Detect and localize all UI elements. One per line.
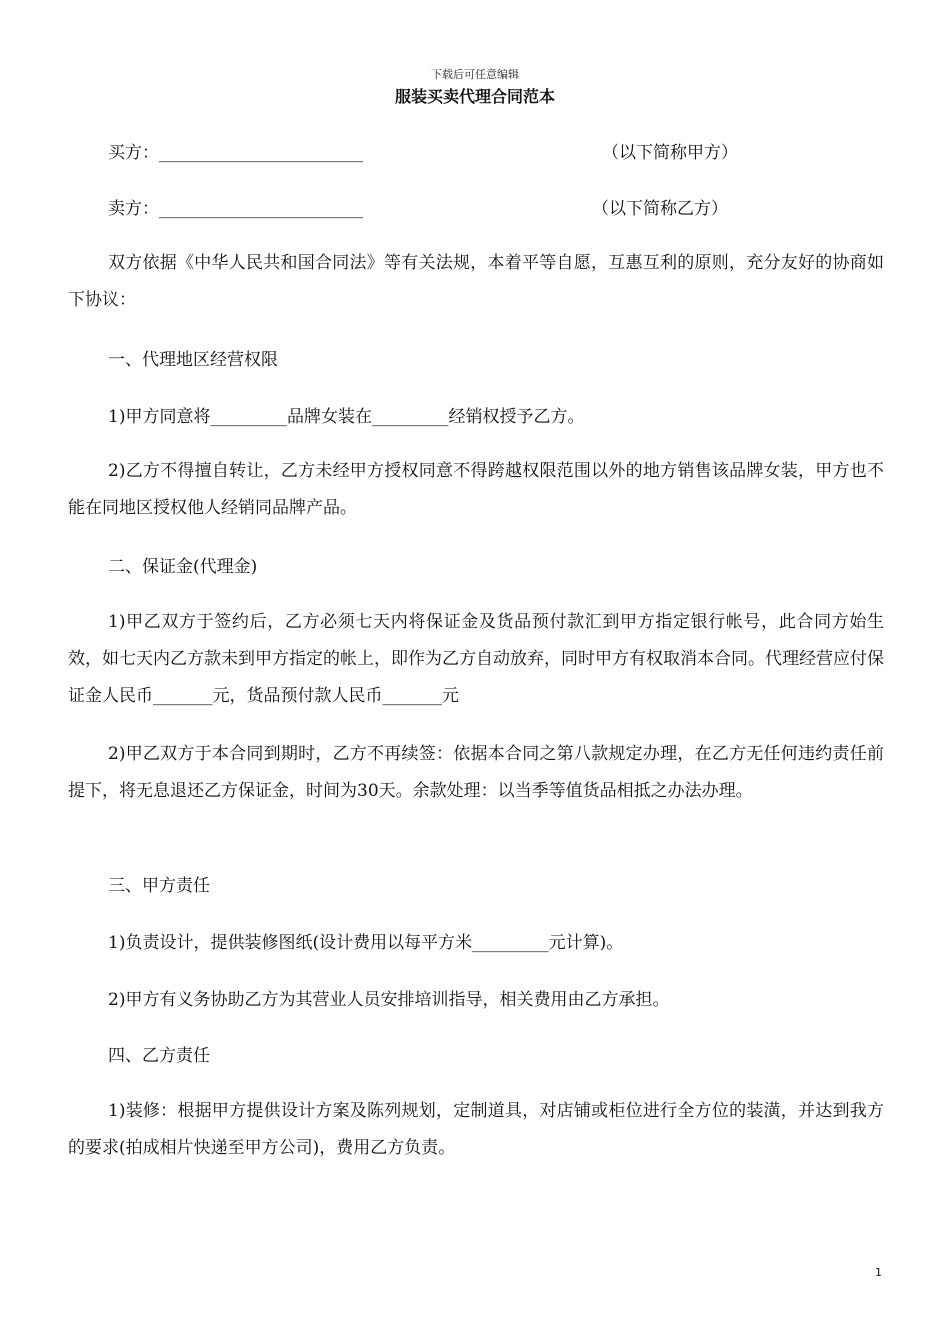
buyer-label: 买方：	[108, 143, 159, 163]
section-1-heading: 一、代理地区经营权限	[108, 350, 278, 370]
section-2-item-2: 2)甲乙双方于本合同到期时，乙方不再续签：依据本合同之第八款规定办理，在乙方无任何违约责任前提下，将无息退还乙方保证金，时间为30天。余款处理：以当季等值货品相抵之办法办理。	[68, 744, 884, 801]
document-title: 服装买卖代理合同范本	[394, 87, 555, 106]
buyer-line	[108, 143, 363, 163]
section-3-item-2: 2)甲方有义务协助乙方为其营业人员安排培训指导，相关费用由乙方承担。	[108, 990, 670, 1010]
section-3-item-1: 1)负责设计，提供装修图纸(设计费用以每平方米_________元计算)。	[108, 933, 624, 953]
section-2-heading: 二、保证金(代理金)	[108, 557, 258, 577]
section-3-heading: 三、甲方责任	[108, 876, 210, 896]
section-4-item-1: 1)装修：根据甲方提供设计方案及陈列规划，定制道具，对店铺或柜位进行全方位的装潢，并达到我方的要求(拍成相片快递至甲方公司)，费用乙方负责。	[68, 1101, 884, 1158]
seller-blank: ________________________	[159, 199, 363, 219]
section-2-item-1: 1)甲乙双方于签约后，乙方必须七天内将保证金及货品预付款汇到甲方指定银行帐号，此合同方始生效，如七天内乙方款未到甲方指定的帐上，即作为乙方自动放弃，同时甲方有权取消本合同。代理经营应付保证金人民币_______元，货品预付款人民币_______元	[68, 612, 884, 706]
buyer-blank: ________________________	[159, 143, 363, 163]
section-1-item-2: 2)乙方不得擅自转让，乙方未经甲方授权同意不得跨越权限范围以外的地方销售该品牌女装，甲方也不能在同地区授权他人经销同品牌产品。	[68, 461, 884, 518]
seller-alias: （以下简称乙方）	[592, 199, 728, 219]
intro-paragraph: 双方依据《中华人民共和国合同法》等有关法规，本着平等自愿，互惠互利的原则，充分友好的协商如下协议：	[68, 253, 884, 310]
page-number: 1	[875, 1266, 882, 1279]
section-1-item-1: 1)甲方同意将_________品牌女装在_________经销权授予乙方。	[108, 407, 585, 427]
header-note: 下载后可任意编辑	[431, 68, 519, 81]
seller-line	[108, 199, 363, 219]
seller-label: 卖方：	[108, 199, 159, 219]
section-4-heading: 四、乙方责任	[108, 1046, 210, 1066]
buyer-alias: （以下简称甲方）	[602, 143, 738, 163]
